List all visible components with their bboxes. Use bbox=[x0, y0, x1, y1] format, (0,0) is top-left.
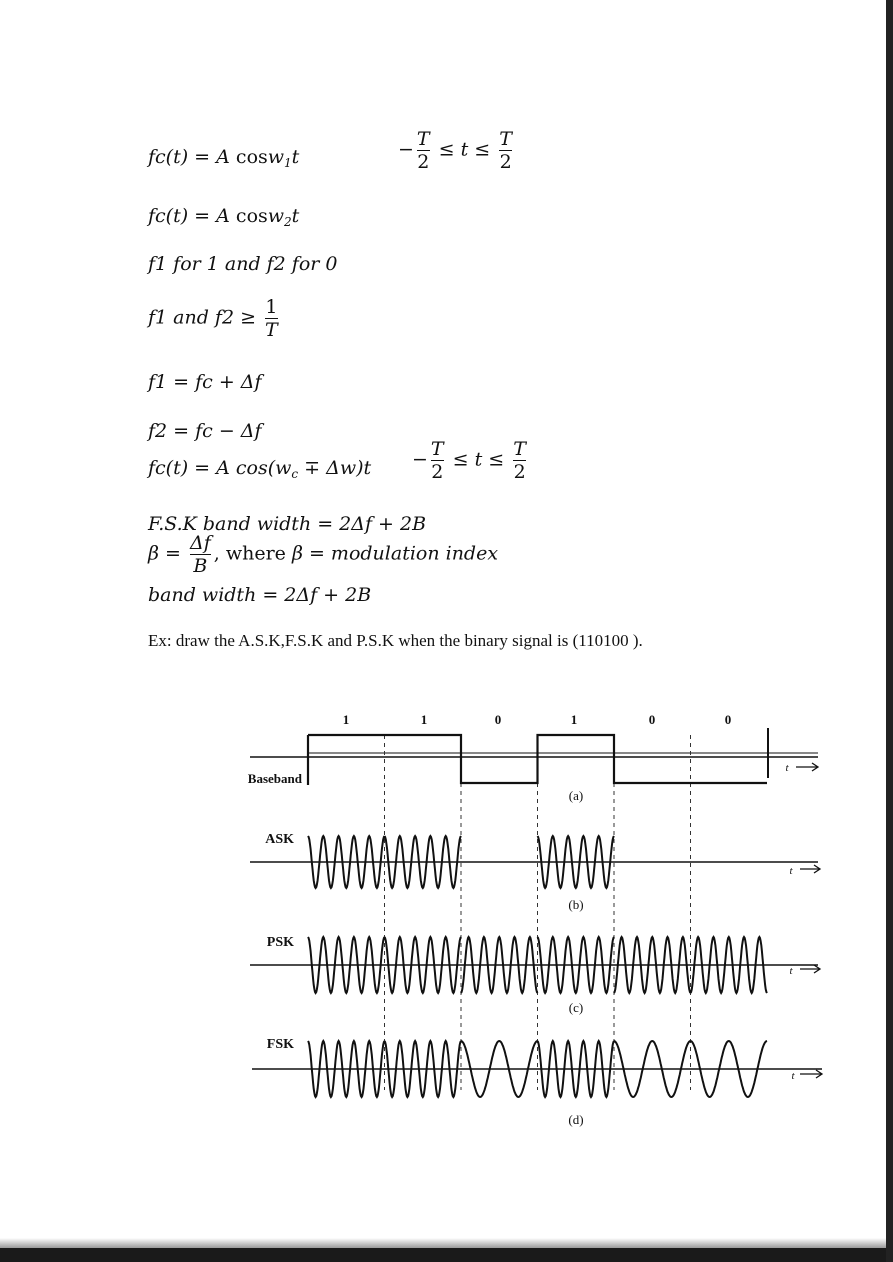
time-label-2: t bbox=[789, 965, 793, 977]
eq-fsk-bandwidth: F.S.K band width = 2Δf + 2B bbox=[148, 513, 427, 535]
eq4-num: 1 bbox=[265, 296, 278, 318]
eq9-den: B bbox=[190, 554, 211, 577]
caption-1: (b) bbox=[568, 897, 584, 912]
eq7-sub: c bbox=[291, 467, 299, 481]
eq9-lhs: β = bbox=[148, 542, 187, 565]
eq1-t: t bbox=[291, 146, 300, 168]
eq2-lhs: fc(t) = bbox=[148, 205, 217, 227]
eq2-t: t bbox=[291, 205, 300, 227]
time-arrow-c bbox=[800, 965, 820, 973]
bit-label-0: 1 bbox=[342, 712, 350, 727]
scan-edge-bottom bbox=[0, 1248, 893, 1262]
eq-bandwidth: band width = 2Δf + 2B bbox=[148, 584, 372, 606]
eq2-cos: cos bbox=[235, 205, 268, 227]
bit-label-1: 1 bbox=[420, 712, 428, 727]
bit-label-2: 0 bbox=[494, 712, 502, 727]
eq9-num: Δf bbox=[189, 532, 211, 554]
range1-den: 2 bbox=[417, 151, 430, 173]
time-label-3: t bbox=[791, 1070, 795, 1082]
range1-num2: T bbox=[499, 128, 512, 150]
range2-den2: 2 bbox=[513, 461, 526, 483]
range2-mid: ≤ t ≤ bbox=[452, 448, 505, 471]
bit-label-4: 0 bbox=[648, 712, 656, 727]
caption-3: (d) bbox=[568, 1112, 584, 1127]
range1-mid: ≤ t ≤ bbox=[438, 138, 491, 161]
eq2-w: w bbox=[267, 205, 285, 227]
eq2-sub: 2 bbox=[284, 215, 292, 229]
range2-num: T bbox=[430, 438, 444, 460]
eq2-a: A bbox=[216, 205, 230, 227]
time-arrow-b bbox=[800, 865, 820, 873]
range2-minus: − bbox=[412, 448, 428, 471]
eq-f1: f1 = fc + Δf bbox=[148, 371, 262, 393]
eq-f2: f2 = fc − Δf bbox=[148, 420, 262, 442]
caption-2: (c) bbox=[568, 1000, 584, 1015]
ask-label: ASK bbox=[265, 832, 294, 847]
eq1-w: w bbox=[267, 146, 285, 168]
time-label-1: t bbox=[789, 865, 793, 877]
range1-minus: − bbox=[398, 138, 414, 161]
eq-f1-f2-mapping: f1 for 1 and f2 for 0 bbox=[148, 253, 338, 275]
time-arrow-d bbox=[800, 1070, 822, 1078]
baseband-signal bbox=[308, 735, 767, 783]
example-text: Ex: draw the A.S.K,F.S.K and P.S.K when the binary signal is (110100 ). bbox=[148, 631, 643, 650]
eq4-den: T bbox=[265, 319, 278, 341]
eq1-cos: cos bbox=[235, 146, 268, 168]
scan-shadow bbox=[0, 1238, 893, 1248]
bit-label-3: 1 bbox=[570, 712, 578, 727]
eq9-where: , where bbox=[213, 542, 292, 565]
baseband-label: Baseband bbox=[247, 771, 302, 786]
range1-den2: 2 bbox=[499, 151, 512, 173]
eq1-lhs: fc(t) = bbox=[148, 146, 217, 168]
psk-label: PSK bbox=[266, 935, 294, 950]
fsk-label: FSK bbox=[266, 1037, 294, 1052]
eq1-sub: 1 bbox=[284, 156, 292, 170]
time-arrow-a bbox=[796, 763, 818, 771]
eq9-rest: β = modulation index bbox=[291, 542, 499, 565]
eq1-a: A bbox=[216, 146, 230, 168]
range2-den: 2 bbox=[431, 461, 444, 483]
range2-num2: T bbox=[513, 438, 526, 460]
bit-label-5: 0 bbox=[724, 712, 732, 727]
time-label-0: t bbox=[785, 762, 789, 774]
range1-num: T bbox=[416, 128, 430, 150]
eq7-lhs: fc(t) = A cos(w bbox=[148, 457, 292, 479]
eq4-lhs: f1 and f2 ≥ bbox=[148, 306, 263, 329]
eq7-rest: ∓ Δw)t bbox=[298, 457, 372, 479]
scan-edge-right bbox=[886, 0, 893, 1262]
caption-0: (a) bbox=[568, 788, 584, 803]
